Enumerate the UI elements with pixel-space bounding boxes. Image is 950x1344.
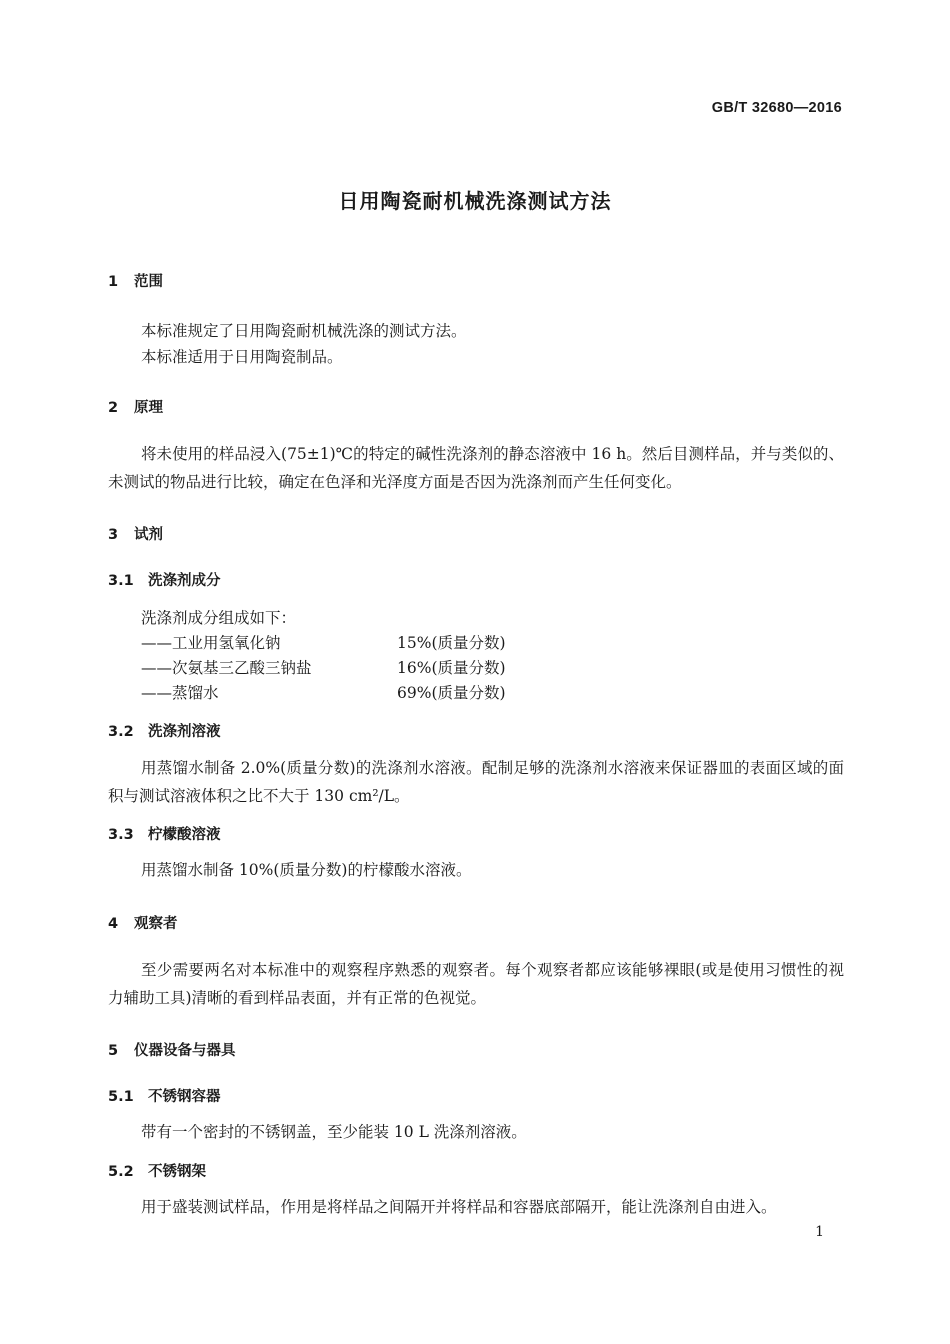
composition-item-name: ——工业用氢氧化钠 — [141, 634, 281, 652]
section-title: 洗涤剂溶液 — [148, 724, 221, 740]
section-title: 观察者 — [134, 916, 178, 932]
composition-item-value: 15%(质量分数) — [397, 634, 506, 652]
section-number: 3 — [108, 527, 119, 543]
section-title: 洗涤剂成分 — [148, 573, 221, 589]
composition-item-value: 16%(质量分数) — [397, 659, 506, 677]
observer-paragraph: 至少需要两名对本标准中的观察程序熟悉的观察者。每个观察者都应该能够裸眼(或是使用习惯性的视力辅助工具)清晰的看到样品表面，并有正常的色视觉。 — [108, 961, 844, 1007]
composition-item — [141, 656, 506, 678]
document-title: 日用陶瓷耐机械洗涤测试方法 — [338, 189, 612, 213]
page-number: 1 — [815, 1224, 824, 1240]
composition-item-name: ——次氨基三乙酸三钠盐 — [141, 659, 312, 677]
principle-paragraph: 将未使用的样品浸入(75±1)℃的特定的碱性洗涤剂的静态溶液中 16 h。然后目测样品，并与类似的、未测试的物品进行比较，确定在色泽和光泽度方面是否因为洗涤剂而产生任何变化。 — [108, 445, 844, 491]
composition-item-name: ——蒸馏水 — [141, 684, 219, 702]
section-number: 5.1 — [108, 1089, 134, 1105]
section-title: 柠檬酸溶液 — [148, 827, 221, 843]
section-4-heading — [108, 912, 178, 933]
section-title: 范围 — [134, 274, 163, 290]
section-number: 5 — [108, 1043, 119, 1059]
section-title: 仪器设备与器具 — [134, 1043, 236, 1059]
section-1-heading — [108, 270, 163, 291]
section-title: 不锈钢架 — [148, 1164, 206, 1180]
section-number: 5.2 — [108, 1164, 134, 1180]
container-paragraph: 带有一个密封的不锈钢盖，至少能装 10 L 洗涤剂溶液。 — [141, 1123, 527, 1141]
section-number: 3.1 — [108, 573, 134, 589]
composition-item — [141, 631, 506, 653]
section-5-1-heading — [108, 1085, 221, 1106]
composition-item — [141, 681, 506, 703]
citric-acid-paragraph: 用蒸馏水制备 10%(质量分数)的柠檬酸水溶液。 — [141, 861, 472, 879]
section-number: 4 — [108, 916, 119, 932]
section-title: 原理 — [134, 400, 163, 416]
section-3-heading — [108, 523, 163, 544]
scope-line-2: 本标准适用于日用陶瓷制品。 — [141, 348, 343, 366]
section-title: 试剂 — [134, 527, 163, 543]
section-5-heading — [108, 1039, 236, 1060]
composition-item-value: 69%(质量分数) — [397, 684, 506, 702]
section-5-2-heading — [108, 1160, 206, 1181]
rack-paragraph: 用于盛装测试样品，作用是将样品之间隔开并将样品和容器底部隔开，能让洗涤剂自由进入。 — [141, 1198, 777, 1216]
section-title: 不锈钢容器 — [148, 1089, 221, 1105]
document-code: GB/T 32680—2016 — [711, 100, 842, 116]
section-number: 1 — [108, 274, 119, 290]
section-3-2-heading — [108, 720, 221, 741]
section-number: 3.3 — [108, 827, 134, 843]
detergent-solution-paragraph: 用蒸馏水制备 2.0%(质量分数)的洗涤剂水溶液。配制足够的洗涤剂水溶液来保证器皿的表面区域的面积与测试溶液体积之比不大于 130 cm²/L。 — [108, 759, 844, 805]
section-number: 3.2 — [108, 724, 134, 740]
composition-intro: 洗涤剂成分组成如下： — [141, 609, 297, 627]
section-3-1-heading — [108, 569, 221, 590]
section-number: 2 — [108, 400, 119, 416]
section-3-3-heading — [108, 823, 221, 844]
scope-line-1: 本标准规定了日用陶瓷耐机械洗涤的测试方法。 — [141, 322, 467, 340]
section-2-heading — [108, 396, 163, 417]
